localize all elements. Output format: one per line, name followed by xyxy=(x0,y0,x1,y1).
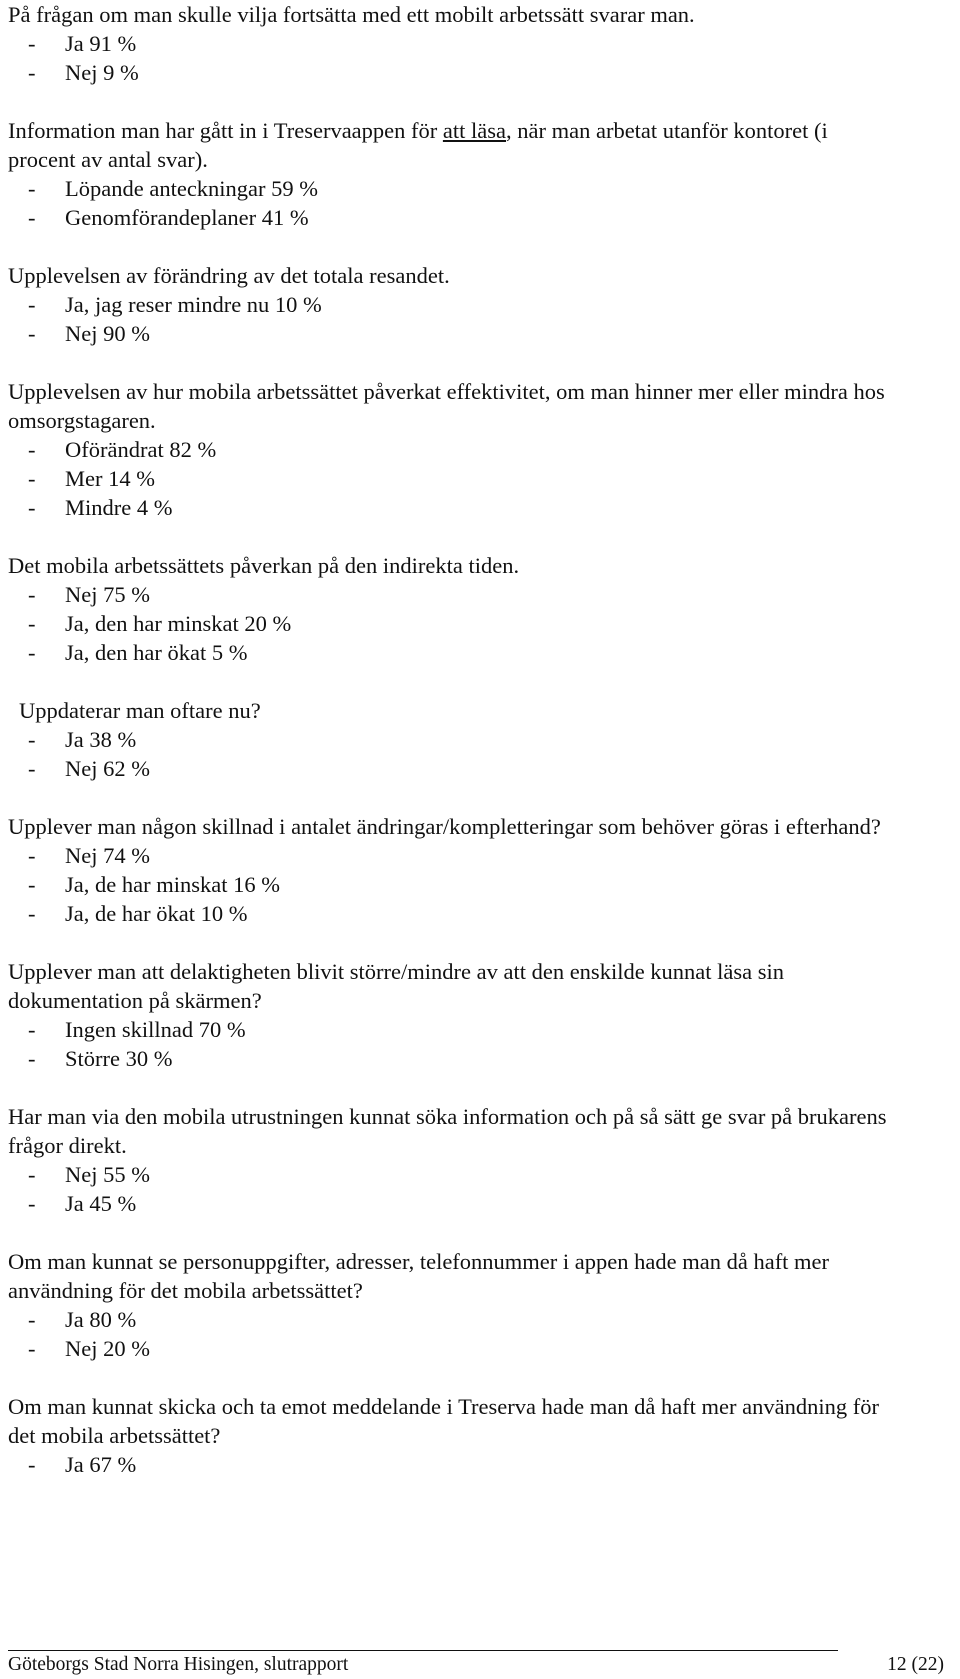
answer-list xyxy=(8,174,888,232)
answer-text: Ja 67 % xyxy=(65,1452,137,1477)
answer-text: Nej 62 % xyxy=(65,756,150,781)
answer-item xyxy=(8,609,888,638)
answer-item xyxy=(8,870,888,899)
dash-bullet: - xyxy=(28,727,36,752)
answer-list xyxy=(8,1305,888,1363)
question-text: Om man kunnat skicka och ta emot meddelande i Treserva hade man då haft mer användning för det mobila arbetssättet? xyxy=(8,1394,879,1448)
footer-divider xyxy=(8,1650,838,1651)
answer-text: Nej 20 % xyxy=(65,1336,150,1361)
dash-bullet: - xyxy=(28,1191,36,1216)
answer-text: Ja 80 % xyxy=(65,1307,137,1332)
dash-bullet: - xyxy=(28,843,36,868)
question-text: Har man via den mobila utrustningen kunnat söka information och på så sätt ge svar på brukarens frågor direkt. xyxy=(8,1104,887,1158)
question-text-part: Information man har gått in i Treservaappen för xyxy=(8,118,443,143)
answer-list xyxy=(8,290,888,348)
answer-item xyxy=(8,1305,888,1334)
answer-text: Mer 14 % xyxy=(65,466,155,491)
dash-bullet: - xyxy=(28,1162,36,1187)
question-text: Om man kunnat se personuppgifter, adresser, telefonnummer i appen hade man då haft mer användning för det mobila arbetssättet? xyxy=(8,1249,830,1303)
answer-item xyxy=(8,58,888,87)
answer-item xyxy=(8,1160,888,1189)
answer-item xyxy=(8,841,888,870)
question-text-part: , när man arbetat utanför kontoret (i procent av antal svar). xyxy=(8,118,828,172)
answer-item xyxy=(8,754,888,783)
dash-bullet: - xyxy=(28,872,36,897)
answer-text: Ja 91 % xyxy=(65,31,137,56)
answer-item xyxy=(8,174,888,203)
question-text: Upplevelsen av förändring av det totala resandet. xyxy=(8,263,450,288)
dash-bullet: - xyxy=(28,582,36,607)
survey-section xyxy=(8,551,888,667)
answer-text: Ja 38 % xyxy=(65,727,137,752)
survey-section xyxy=(8,957,888,1073)
answer-item xyxy=(8,290,888,319)
answer-text: Nej 55 % xyxy=(65,1162,150,1187)
answer-text: Nej 75 % xyxy=(65,582,150,607)
question-text: På frågan om man skulle vilja fortsätta med ett mobilt arbetssätt svarar man. xyxy=(8,2,695,27)
dash-bullet: - xyxy=(28,1336,36,1361)
dash-bullet: - xyxy=(28,176,36,201)
dash-bullet: - xyxy=(28,1046,36,1071)
dash-bullet: - xyxy=(28,321,36,346)
answer-text: Oförändrat 82 % xyxy=(65,437,217,462)
answer-list xyxy=(8,1450,888,1479)
answer-item xyxy=(8,1044,888,1073)
dash-bullet: - xyxy=(28,756,36,781)
answer-text: Ja, den har minskat 20 % xyxy=(65,611,292,636)
dash-bullet: - xyxy=(28,1307,36,1332)
dash-bullet: - xyxy=(28,611,36,636)
underlined-phrase: att läsa xyxy=(442,118,506,143)
answer-text: Nej 90 % xyxy=(65,321,150,346)
survey-section xyxy=(8,696,888,783)
survey-section xyxy=(8,1392,888,1479)
answer-list xyxy=(8,725,888,783)
answer-item xyxy=(8,725,888,754)
dash-bullet: - xyxy=(28,1452,36,1477)
answer-text: Nej 74 % xyxy=(65,843,150,868)
answer-item xyxy=(8,493,888,522)
answer-item xyxy=(8,580,888,609)
document-body xyxy=(8,0,888,1508)
answer-item xyxy=(8,203,888,232)
answer-text: Ja, de har minskat 16 % xyxy=(65,872,280,897)
survey-section xyxy=(8,261,888,348)
dash-bullet: - xyxy=(28,901,36,926)
survey-section xyxy=(8,116,888,232)
answer-text: Ja, den har ökat 5 % xyxy=(65,640,248,665)
question-text: Upplevelsen av hur mobila arbetssättet påverkat effektivitet, om man hinner mer eller mindra hos omsorgstagaren. xyxy=(8,379,885,433)
question-text: Uppdaterar man oftare nu? xyxy=(19,698,261,723)
answer-item xyxy=(8,435,888,464)
question-text: Upplever man någon skillnad i antalet ändringar/kompletteringar som behöver göras i efterhand? xyxy=(8,814,881,839)
dash-bullet: - xyxy=(28,60,36,85)
survey-section xyxy=(8,1247,888,1363)
answer-text: Ja, jag reser mindre nu 10 % xyxy=(65,292,322,317)
page-number: 12 (22) xyxy=(887,1654,944,1675)
answer-item xyxy=(8,638,888,667)
answer-list xyxy=(8,29,888,87)
question-text xyxy=(8,116,888,174)
answer-item xyxy=(8,1189,888,1218)
dash-bullet: - xyxy=(28,640,36,665)
answer-item xyxy=(8,29,888,58)
answer-text: Mindre 4 % xyxy=(65,495,173,520)
answer-text: Ja, de har ökat 10 % xyxy=(65,901,248,926)
answer-list xyxy=(8,1015,888,1073)
answer-text: Nej 9 % xyxy=(65,60,139,85)
answer-text: Löpande anteckningar 59 % xyxy=(65,176,319,201)
dash-bullet: - xyxy=(28,437,36,462)
answer-text: Genomförandeplaner 41 % xyxy=(65,205,309,230)
dash-bullet: - xyxy=(28,466,36,491)
question-text: Upplever man att delaktigheten blivit större/mindre av att den enskilde kunnat läsa sin dokumentation på skärmen? xyxy=(8,959,785,1013)
answer-list xyxy=(8,580,888,667)
answer-text: Större 30 % xyxy=(65,1046,173,1071)
answer-list xyxy=(8,435,888,522)
answer-item xyxy=(8,464,888,493)
answer-item xyxy=(8,319,888,348)
dash-bullet: - xyxy=(28,1017,36,1042)
dash-bullet: - xyxy=(28,292,36,317)
question-text: Det mobila arbetssättets påverkan på den indirekta tiden. xyxy=(8,553,520,578)
answer-list xyxy=(8,841,888,928)
answer-list xyxy=(8,1160,888,1218)
survey-section xyxy=(8,1102,888,1218)
dash-bullet: - xyxy=(28,31,36,56)
answer-item xyxy=(8,1334,888,1363)
answer-text: Ingen skillnad 70 % xyxy=(65,1017,246,1042)
dash-bullet: - xyxy=(28,495,36,520)
answer-text: Ja 45 % xyxy=(65,1191,137,1216)
survey-section xyxy=(8,377,888,522)
answer-item xyxy=(8,899,888,928)
survey-section xyxy=(8,0,888,87)
answer-item xyxy=(8,1450,888,1479)
answer-item xyxy=(8,1015,888,1044)
survey-section xyxy=(8,812,888,928)
footer-report-title: Göteborgs Stad Norra Hisingen, slutrapport xyxy=(8,1654,349,1675)
dash-bullet: - xyxy=(28,205,36,230)
